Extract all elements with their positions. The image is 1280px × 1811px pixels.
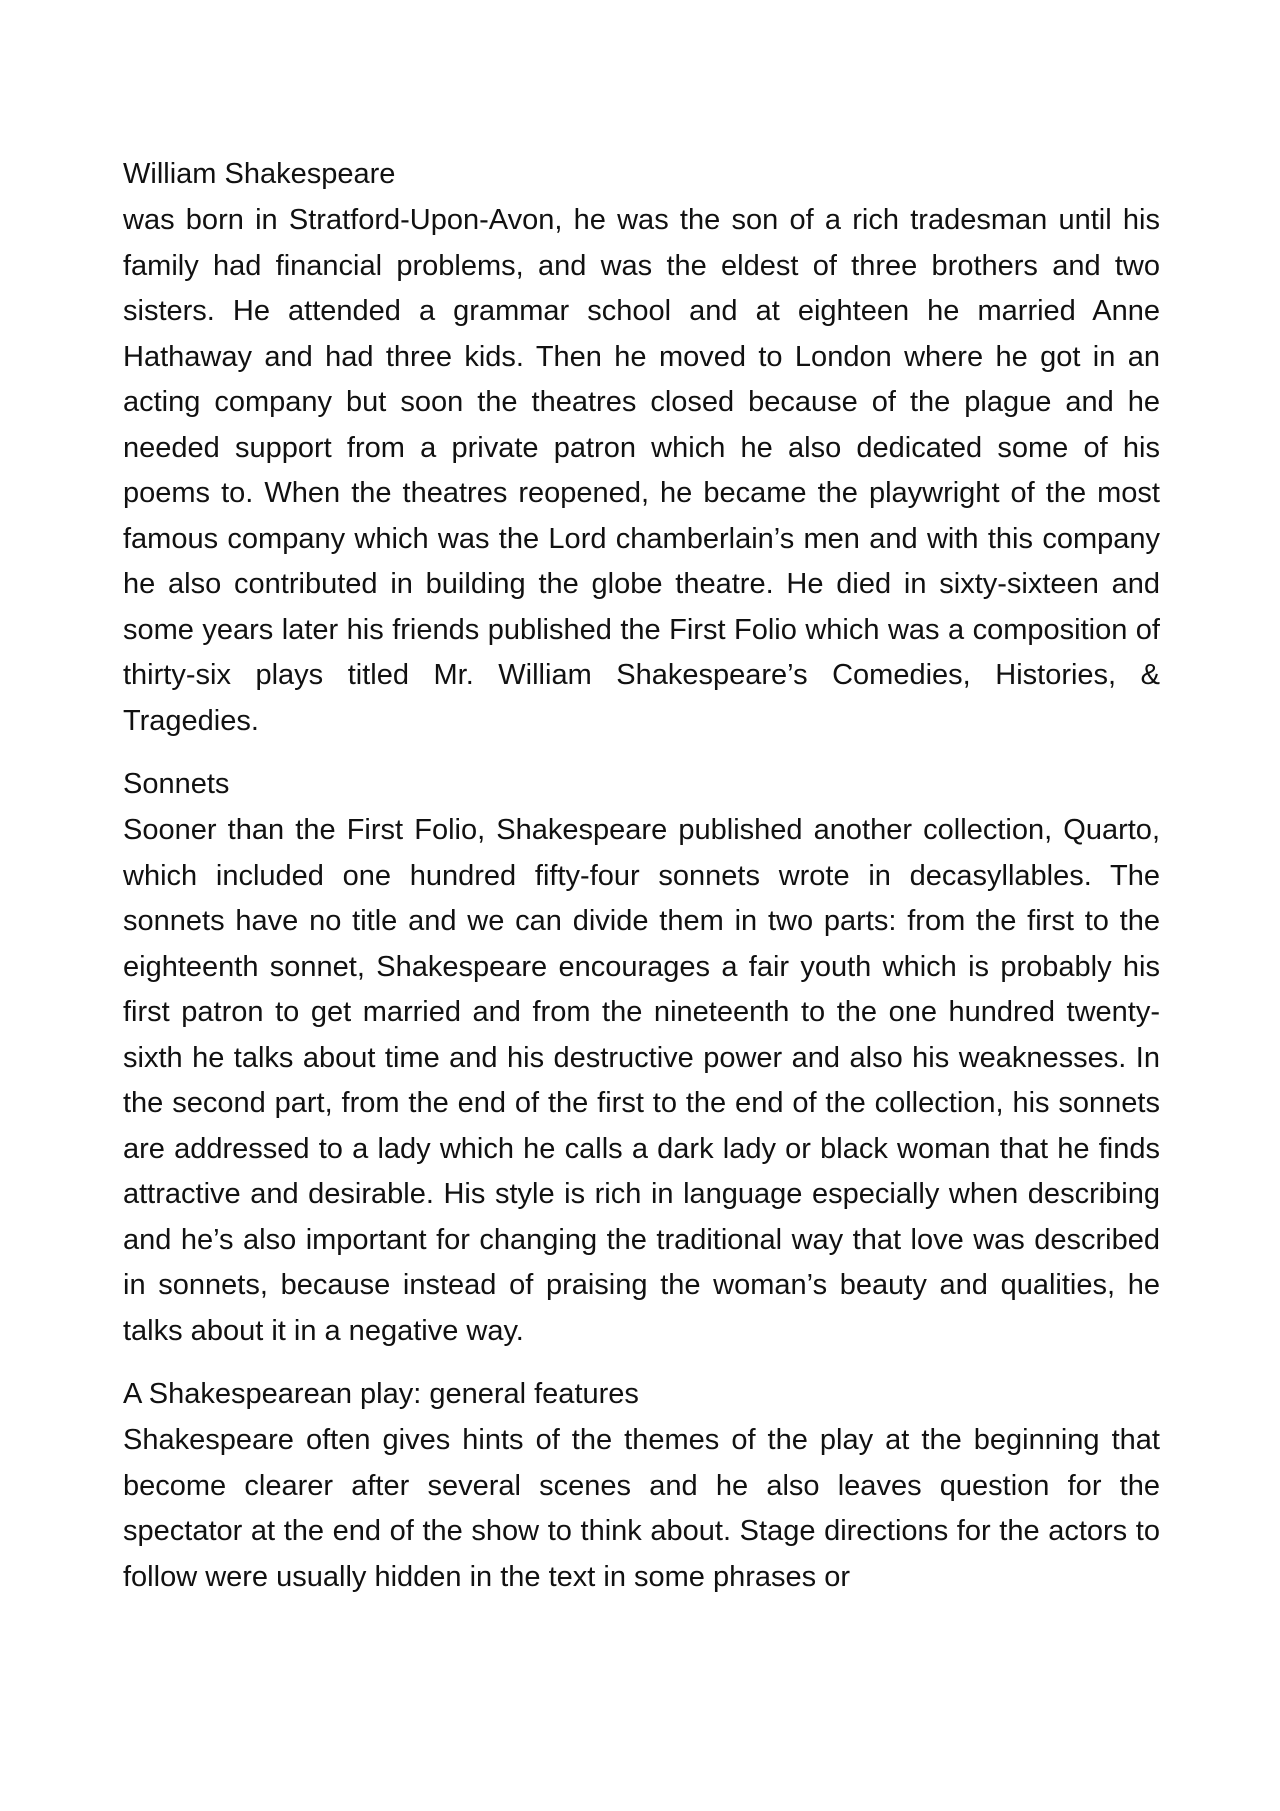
section-paragraph-biography: was born in Stratford-Upon-Avon, he was the son of a rich tradesman until his family had financial problems, and was the eldest of three brothers and two sisters. He attended a grammar school and at eighteen he married Anne Hathaway and had three kids. Then he moved to London where he got in an acting company but soon the theatres closed because of the plague and he needed support from a private patron which he also dedicated some of his poems to. When the theatres reopened, he became the playwright of the most famous company which was the Lord chamberlain’s men and with this company he also contributed in building the globe theatre. He died in sixty-sixteen and some years later his friends published the First Folio which was a composition of thirty-six plays titled Mr. William Shakespeare’s Comedies, Histories, & Tragedies.	[123, 204, 1160, 737]
document-body	[123, 151, 1160, 1600]
section-paragraph-play-features: Shakespeare often gives hints of the themes of the play at the beginning that become clearer after several scenes and he also leaves question for the spectator at the end of the show to think about. Stage directions for the actors to follow were usually hidden in the text in some phrases or	[123, 1424, 1160, 1593]
section-heading-sonnets: Sonnets	[123, 768, 230, 800]
section-heading-shakespeare: William Shakespeare	[123, 158, 396, 190]
section-paragraph-sonnets: Sooner than the First Folio, Shakespeare published another collection, Quarto, which included one hundred fifty-four sonnets wrote in decasyllables. The sonnets have no title and we can divide them in two parts: from the first to the eighteenth sonnet, Shakespeare encourages a fair youth which is probably his first patron to get married and from the nineteenth to the one hundred twenty-sixth he talks about time and his destructive power and also his weaknesses. In the second part, from the end of the first to the end of the collection, his sonnets are addressed to a lady which he calls a dark lady or black woman that he finds attractive and desirable. His style is rich in language especially when describing and he’s also important for changing the traditional way that love was described in sonnets, because instead of praising the woman’s beauty and qualities, he talks about it in a negative way.	[123, 814, 1160, 1347]
section-heading-play-features: A Shakespearean play: general features	[123, 1378, 639, 1410]
